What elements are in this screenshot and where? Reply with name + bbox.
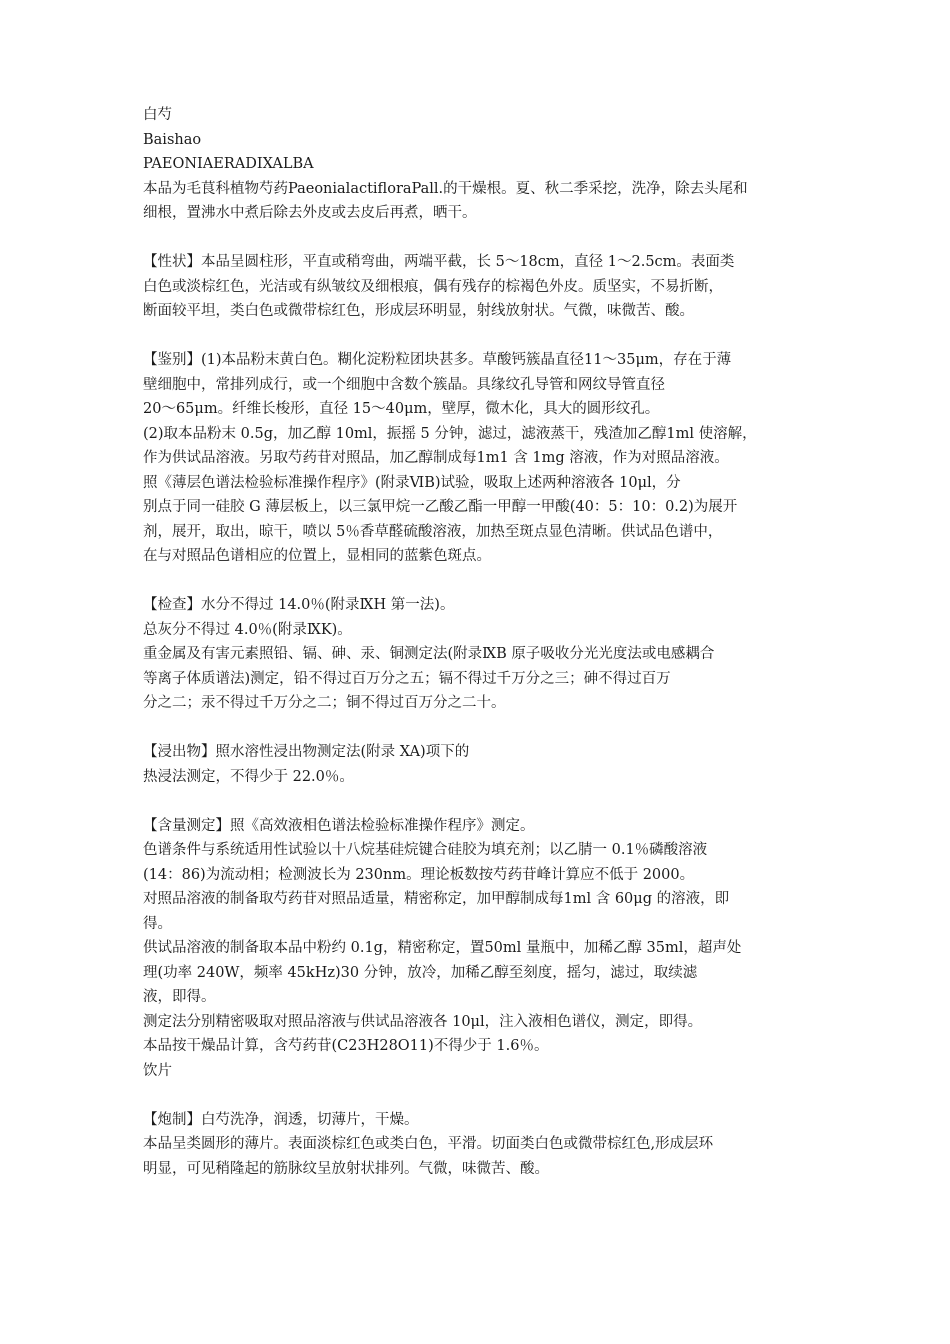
paragraph-line: 色谱条件与系统适用性试验以十八烷基硅烷键合硅胶为填充剂；以乙腈一 0.1％磷酸溶液 bbox=[143, 842, 708, 858]
paragraph-line: 本品为毛茛科植物芍药PaeonialactifloraPall.的干燥根。夏、秋二季采挖，洗净，除去头尾和 bbox=[143, 180, 748, 197]
section-processing: 【炮制】白芍洗净，润透，切薄片，干燥。 bbox=[143, 1111, 419, 1128]
doc-pinyin: Baishao bbox=[143, 131, 202, 148]
paragraph-line: 总灰分不得过 4.0％(附录ⅨK)。 bbox=[143, 621, 352, 638]
paragraph-line: 等离子体质谱法)测定，铅不得过百万分之五；镉不得过千万分之三；砷不得过百万 bbox=[143, 670, 671, 687]
paragraph-line: 分之二；汞不得过千万分之二；铜不得过百万分之二十。 bbox=[143, 695, 506, 711]
paragraph-line: 壁细胞中，常排列成行，或一个细胞中含数个簇晶。具缘纹孔导管和网纹导管直径 bbox=[143, 376, 665, 393]
paragraph-line: 照《薄层色谱法检验标准操作程序》(附录ⅥB)试验，吸取上述两种溶液各 10μl，分 bbox=[143, 474, 681, 491]
paragraph-line: 别点于同一硅胶 G 薄层板上，以三氯甲烷一乙酸乙酯一甲醇一甲酸(40：5：10：0.2)为展开 bbox=[143, 499, 738, 515]
blank-line bbox=[143, 324, 823, 349]
paragraph-line: 重金属及有害元素照铅、镉、砷、汞、铜测定法(附录ⅨB 原子吸收分光光度法或电感耦合 bbox=[143, 646, 715, 662]
paragraph-line: 明显，可见稍隆起的筋脉纹呈放射状排列。气微，味微苦、酸。 bbox=[143, 1160, 549, 1177]
paragraph-line: 得。 bbox=[143, 915, 172, 932]
paragraph-line: 作为供试品溶液。另取芍药苷对照品，加乙醇制成每1m1 含 1mg 溶液，作为对照品溶液。 bbox=[143, 450, 729, 466]
paragraph-line: 剂，展开，取出，晾干，喷以 5％香草醛硫酸溶液，加热至斑点显色清晰。供试品色谱中， bbox=[143, 523, 723, 540]
paragraph-line: 本品按干燥品计算，含芍药苷(C23H28O11)不得少于 1.6％。 bbox=[143, 1038, 549, 1054]
paragraph-line: 测定法分别精密吸取对照品溶液与供试品溶液各 10μl，注入液相色谱仪，测定，即得。 bbox=[143, 1013, 703, 1030]
paragraph-line: 液，即得。 bbox=[143, 989, 216, 1005]
section-identification: 【鉴别】(1)本品粉末黄白色。糊化淀粉粒团块甚多。草酸钙簇晶直径11～35μm，存在于薄 bbox=[143, 352, 732, 368]
paragraph-line: 热浸法测定，不得少于 22.0％。 bbox=[143, 768, 354, 785]
section-extract: 【浸出物】照水溶性浸出物测定法(附录 XA)项下的 bbox=[143, 744, 470, 760]
paragraph-line: 20～65μm。纤维长梭形，直径 15～40μm，壁厚，微木化，具大的圆形纹孔。 bbox=[143, 401, 660, 417]
doc-latin-name: PAEONIAERADIXALBA bbox=[143, 156, 314, 172]
paragraph-line: (2)取本品粉末 0.5g，加乙醇 10ml，振摇 5 分钟，滤过，滤液蒸干，残渣加乙醇1ml 使溶解， bbox=[143, 425, 757, 442]
section-decoction-pieces: 饮片 bbox=[143, 1062, 172, 1079]
paragraph-line: 本品呈类圆形的薄片。表面淡棕红色或类白色，平滑。切面类白色或微带棕红色,形成层环 bbox=[143, 1136, 714, 1152]
blank-line bbox=[143, 789, 823, 814]
paragraph-line: 理(功率 240W，频率 45kHz)30 分钟，放冷，加稀乙醇至刻度，摇匀，滤过，取续滤 bbox=[143, 964, 698, 981]
paragraph-line: (14：86)为流动相；检测波长为 230nm。理论板数按芍药苷峰计算应不低于 2000。 bbox=[143, 866, 695, 883]
paragraph-line: 对照品溶液的制备取芍药苷对照品适量，精密称定，加甲醇制成每1ml 含 60μg 的溶液，即 bbox=[143, 891, 730, 907]
blank-line bbox=[143, 569, 823, 594]
section-assay: 【含量测定】照《高效液相色谱法检验标准操作程序》测定。 bbox=[143, 817, 535, 834]
doc-title: 白芍 bbox=[143, 107, 172, 123]
blank-line bbox=[143, 716, 823, 741]
paragraph-line: 白色或淡棕红色，光洁或有纵皱纹及细根痕，偶有残存的棕褐色外皮。质坚实，不易折断， bbox=[143, 278, 723, 295]
section-inspection: 【检查】水分不得过 14.0％(附录ⅨH 第一法)。 bbox=[143, 597, 455, 613]
paragraph-line: 断面较平坦，类白色或微带棕红色，形成层环明显，射线放射状。气微，味微苦、酸。 bbox=[143, 303, 694, 319]
blank-line bbox=[143, 226, 823, 251]
blank-line bbox=[143, 1083, 823, 1108]
paragraph-line: 细根，置沸水中煮后除去外皮或去皮后再煮，晒干。 bbox=[143, 205, 477, 221]
paragraph-line: 供试品溶液的制备取本品中粉约 0.1g，精密称定，置50ml 量瓶中，加稀乙醇 35ml，超声处 bbox=[143, 940, 742, 956]
document-body bbox=[143, 103, 823, 1181]
paragraph-line: 在与对照品色谱相应的位置上，显相同的蓝紫色斑点。 bbox=[143, 548, 491, 564]
section-description: 【性状】本品呈圆柱形，平直或稍弯曲，两端平截，长 5～18cm，直径 1～2.5cm。表面类 bbox=[143, 254, 735, 270]
